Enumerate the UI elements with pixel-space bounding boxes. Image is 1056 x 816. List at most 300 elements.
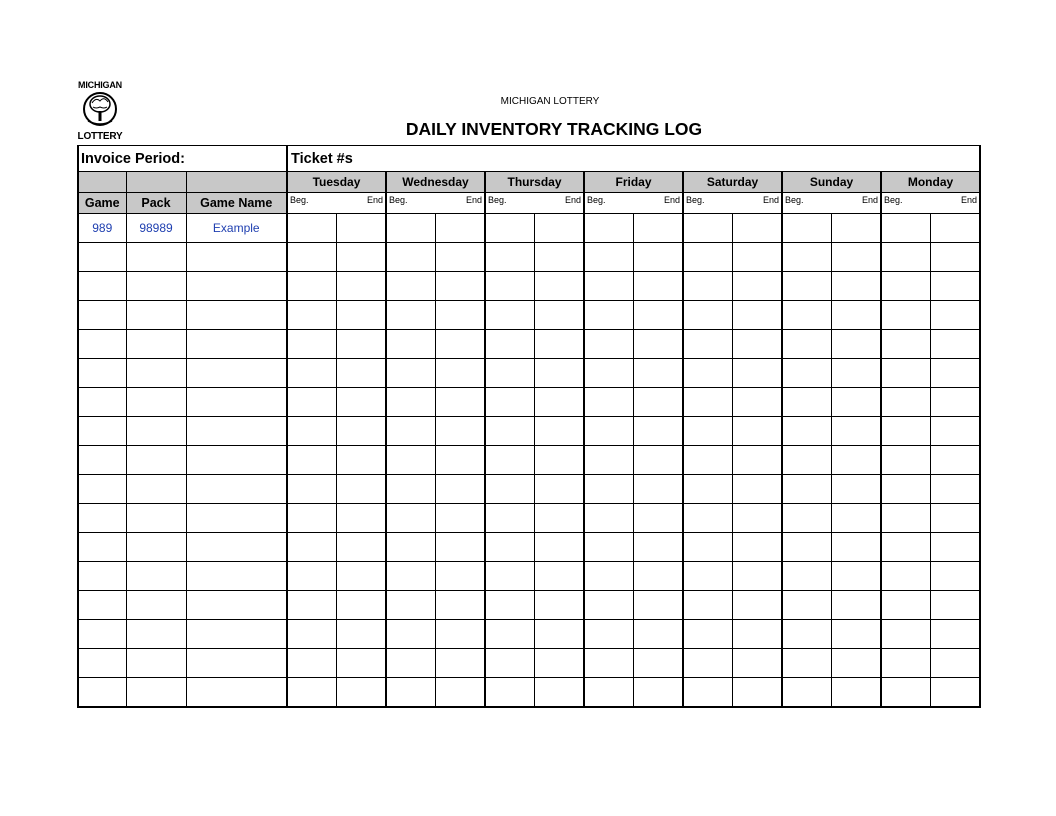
wednesday-end-cell[interactable] [435,620,485,649]
game-cell[interactable] [78,620,126,649]
game-name-cell[interactable] [186,446,287,475]
monday-beg-cell[interactable] [881,533,930,562]
saturday-end-cell[interactable] [732,620,782,649]
saturday-end-cell[interactable] [732,417,782,446]
thursday-end-cell[interactable] [534,504,584,533]
friday-beg-cell[interactable] [584,562,633,591]
tuesday-end-cell[interactable] [336,359,386,388]
saturday-end-cell[interactable] [732,330,782,359]
tuesday-beg-cell[interactable] [287,301,336,330]
sunday-beg-cell[interactable] [782,678,831,708]
thursday-beg-cell[interactable] [485,533,534,562]
monday-beg-cell[interactable] [881,678,930,708]
wednesday-end-cell[interactable] [435,475,485,504]
saturday-beg-cell[interactable] [683,446,732,475]
saturday-beg-cell[interactable] [683,214,732,243]
game-name-cell[interactable] [186,649,287,678]
friday-beg-cell[interactable] [584,620,633,649]
tuesday-end-cell[interactable] [336,591,386,620]
monday-beg-cell[interactable] [881,272,930,301]
monday-end-cell[interactable] [930,678,980,708]
saturday-beg-cell[interactable] [683,417,732,446]
pack-cell[interactable] [126,678,186,708]
sunday-beg-cell[interactable] [782,591,831,620]
monday-beg-cell[interactable] [881,214,930,243]
sunday-beg-cell[interactable] [782,359,831,388]
game-cell[interactable] [78,243,126,272]
tuesday-end-cell[interactable] [336,301,386,330]
thursday-end-cell[interactable] [534,591,584,620]
pack-cell[interactable] [126,243,186,272]
game-cell[interactable] [78,330,126,359]
monday-end-cell[interactable] [930,504,980,533]
tuesday-beg-cell[interactable] [287,214,336,243]
pack-cell[interactable] [126,330,186,359]
wednesday-beg-cell[interactable] [386,417,435,446]
wednesday-end-cell[interactable] [435,504,485,533]
sunday-end-cell[interactable] [831,214,881,243]
pack-cell[interactable] [126,620,186,649]
saturday-beg-cell[interactable] [683,359,732,388]
monday-beg-cell[interactable] [881,504,930,533]
sunday-beg-cell[interactable] [782,214,831,243]
saturday-end-cell[interactable] [732,214,782,243]
friday-beg-cell[interactable] [584,591,633,620]
wednesday-beg-cell[interactable] [386,272,435,301]
sunday-end-cell[interactable] [831,359,881,388]
thursday-end-cell[interactable] [534,330,584,359]
wednesday-end-cell[interactable] [435,591,485,620]
sunday-end-cell[interactable] [831,243,881,272]
thursday-beg-cell[interactable] [485,359,534,388]
saturday-end-cell[interactable] [732,475,782,504]
thursday-beg-cell[interactable] [485,649,534,678]
table-row [78,562,980,591]
page-title: DAILY INVENTORY TRACKING LOG [405,119,703,139]
friday-end-cell[interactable] [633,562,683,591]
thursday-end-cell[interactable] [534,301,584,330]
saturday-beg-cell[interactable] [683,678,732,708]
sunday-end-cell[interactable] [831,330,881,359]
tuesday-end-cell[interactable] [336,533,386,562]
wednesday-end-cell[interactable] [435,446,485,475]
sunday-beg-cell[interactable] [782,475,831,504]
monday-beg-cell[interactable] [881,620,930,649]
monday-end-cell[interactable] [930,359,980,388]
friday-end-cell[interactable] [633,475,683,504]
game-name-cell[interactable]: Example [186,214,287,243]
thursday-beg-cell[interactable] [485,417,534,446]
wednesday-end-cell[interactable] [435,562,485,591]
thursday-end-cell[interactable] [534,388,584,417]
monday-end-cell[interactable] [930,475,980,504]
friday-end-cell[interactable] [633,214,683,243]
wednesday-beg-cell[interactable] [386,649,435,678]
wednesday-end-cell[interactable] [435,649,485,678]
tuesday-beg-cell[interactable] [287,446,336,475]
thursday-beg-cell[interactable] [485,272,534,301]
tuesday-end-cell[interactable] [336,504,386,533]
tuesday-beg-cell[interactable] [287,591,336,620]
thursday-beg-cell[interactable] [485,330,534,359]
friday-beg-cell[interactable] [584,417,633,446]
pack-cell[interactable] [126,446,186,475]
saturday-end-cell[interactable] [732,272,782,301]
table-row [78,243,980,272]
thursday-beg-cell[interactable] [485,446,534,475]
friday-end-cell[interactable] [633,620,683,649]
tuesday-beg-cell[interactable] [287,330,336,359]
friday-beg-cell[interactable] [584,330,633,359]
saturday-beg-cell[interactable] [683,243,732,272]
monday-end-cell[interactable] [930,388,980,417]
game-name-cell[interactable] [186,359,287,388]
friday-end-cell[interactable] [633,272,683,301]
monday-end-cell[interactable] [930,620,980,649]
game-name-cell[interactable] [186,504,287,533]
game-name-cell[interactable] [186,678,287,708]
sunday-end-cell[interactable] [831,533,881,562]
friday-end-cell[interactable] [633,446,683,475]
tuesday-end-cell[interactable] [336,417,386,446]
pack-cell[interactable] [126,591,186,620]
thursday-beg-cell[interactable] [485,243,534,272]
wednesday-beg-cell[interactable] [386,591,435,620]
game-cell[interactable] [78,446,126,475]
wednesday-beg-cell[interactable] [386,620,435,649]
monday-beg-cell[interactable] [881,591,930,620]
monday-beg-cell[interactable] [881,446,930,475]
game-cell[interactable] [78,591,126,620]
sunday-beg-cell[interactable] [782,620,831,649]
wednesday-end-cell[interactable] [435,330,485,359]
sunday-end-cell[interactable] [831,446,881,475]
thursday-beg-cell[interactable] [485,504,534,533]
wednesday-beg-cell[interactable] [386,214,435,243]
sunday-end-cell[interactable] [831,562,881,591]
wednesday-beg-cell[interactable] [386,475,435,504]
thursday-beg-cell[interactable] [485,388,534,417]
friday-end-cell[interactable] [633,243,683,272]
tuesday-end-cell[interactable] [336,620,386,649]
friday-beg-cell[interactable] [584,533,633,562]
wednesday-end-cell[interactable] [435,214,485,243]
tuesday-end-cell[interactable] [336,388,386,417]
saturday-end-cell[interactable] [732,504,782,533]
sunday-beg-cell[interactable] [782,243,831,272]
wednesday-beg-cell[interactable] [386,330,435,359]
monday-end-cell[interactable] [930,272,980,301]
game-name-cell[interactable] [186,533,287,562]
saturday-beg-cell[interactable] [683,649,732,678]
saturday-end-cell[interactable] [732,446,782,475]
game-cell[interactable] [78,504,126,533]
sunday-beg-cell[interactable] [782,533,831,562]
thursday-beg-cell[interactable] [485,562,534,591]
saturday-end-cell[interactable] [732,388,782,417]
sunday-end-cell[interactable] [831,475,881,504]
tuesday-beg-cell[interactable] [287,620,336,649]
saturday-beg-cell[interactable] [683,620,732,649]
friday-beg-cell[interactable] [584,388,633,417]
friday-end-cell[interactable] [633,504,683,533]
game-name-cell[interactable] [186,272,287,301]
pack-cell[interactable] [126,359,186,388]
game-name-cell[interactable] [186,243,287,272]
tuesday-beg-cell[interactable] [287,388,336,417]
sunday-beg-cell[interactable] [782,446,831,475]
thursday-beg-cell[interactable] [485,620,534,649]
sunday-beg-cell[interactable] [782,504,831,533]
tuesday-beg-cell[interactable] [287,417,336,446]
sunday-beg-cell[interactable] [782,417,831,446]
monday-beg-cell[interactable] [881,417,930,446]
game-cell[interactable] [78,533,126,562]
game-cell[interactable] [78,475,126,504]
game-cell[interactable] [78,417,126,446]
monday-end-cell[interactable] [930,330,980,359]
friday-end-cell[interactable] [633,301,683,330]
saturday-end-cell[interactable] [732,649,782,678]
game-name-cell[interactable] [186,620,287,649]
pack-cell[interactable] [126,562,186,591]
end-label: End [564,195,581,205]
saturday-end-cell[interactable] [732,359,782,388]
tuesday-end-cell[interactable] [336,272,386,301]
thursday-beg-cell[interactable] [485,475,534,504]
thursday-end-cell[interactable] [534,678,584,708]
tuesday-end-cell[interactable] [336,330,386,359]
game-cell[interactable] [78,359,126,388]
monday-end-cell[interactable] [930,591,980,620]
wednesday-end-cell[interactable] [435,533,485,562]
sunday-beg-cell[interactable] [782,562,831,591]
thursday-end-cell[interactable] [534,475,584,504]
game-name-cell[interactable] [186,388,287,417]
saturday-end-cell[interactable] [732,678,782,708]
tuesday-beg-cell[interactable] [287,649,336,678]
sunday-end-cell[interactable] [831,388,881,417]
thursday-end-cell[interactable] [534,649,584,678]
blank-header-cell [78,172,126,193]
wednesday-beg-cell[interactable] [386,533,435,562]
monday-end-cell[interactable] [930,446,980,475]
monday-end-cell[interactable] [930,649,980,678]
saturday-end-cell[interactable] [732,243,782,272]
pack-cell[interactable] [126,533,186,562]
wednesday-end-cell[interactable] [435,678,485,708]
monday-beg-cell[interactable] [881,388,930,417]
thursday-beg-cell[interactable] [485,214,534,243]
game-cell[interactable] [78,388,126,417]
wednesday-beg-cell[interactable] [386,562,435,591]
end-label: End [663,195,680,205]
tuesday-beg-cell[interactable] [287,359,336,388]
tuesday-beg-cell[interactable] [287,475,336,504]
pack-cell[interactable] [126,475,186,504]
friday-end-cell[interactable] [633,591,683,620]
monday-beg-cell[interactable] [881,649,930,678]
thursday-end-cell[interactable] [534,214,584,243]
game-name-cell[interactable] [186,562,287,591]
monday-beg-cell[interactable] [881,562,930,591]
monday-beg-cell[interactable] [881,243,930,272]
friday-end-cell[interactable] [633,388,683,417]
pack-cell[interactable] [126,417,186,446]
thursday-end-cell[interactable] [534,272,584,301]
pack-cell[interactable] [126,272,186,301]
thursday-end-cell[interactable] [534,417,584,446]
sunday-end-cell[interactable] [831,417,881,446]
wednesday-beg-cell[interactable] [386,359,435,388]
thursday-end-cell[interactable] [534,620,584,649]
saturday-beg-cell[interactable] [683,330,732,359]
tuesday-beg-cell[interactable] [287,504,336,533]
thursday-end-cell[interactable] [534,243,584,272]
friday-beg-cell[interactable] [584,243,633,272]
friday-end-cell[interactable] [633,330,683,359]
game-name-cell[interactable] [186,475,287,504]
friday-end-cell[interactable] [633,533,683,562]
monday-end-cell[interactable] [930,533,980,562]
saturday-end-cell[interactable] [732,591,782,620]
sunday-end-cell[interactable] [831,504,881,533]
friday-beg-cell[interactable] [584,272,633,301]
friday-beg-cell[interactable] [584,301,633,330]
friday-beg-cell[interactable] [584,649,633,678]
friday-beg-cell[interactable] [584,359,633,388]
saturday-beg-cell[interactable] [683,301,732,330]
saturday-beg-cell[interactable] [683,504,732,533]
tuesday-beg-cell[interactable] [287,678,336,708]
friday-end-cell[interactable] [633,417,683,446]
thursday-beg-cell[interactable] [485,301,534,330]
tuesday-end-cell[interactable] [336,243,386,272]
pack-cell[interactable] [126,301,186,330]
tuesday-end-cell[interactable] [336,446,386,475]
tuesday-beg-cell[interactable] [287,533,336,562]
wednesday-end-cell[interactable] [435,243,485,272]
monday-beg-cell[interactable] [881,330,930,359]
sunday-end-cell[interactable] [831,272,881,301]
sunday-end-cell[interactable] [831,649,881,678]
pack-cell[interactable] [126,504,186,533]
sunday-beg-cell[interactable] [782,272,831,301]
tree-icon [80,89,120,131]
tuesday-end-cell[interactable] [336,562,386,591]
game-name-cell[interactable] [186,330,287,359]
sunday-beg-cell[interactable] [782,649,831,678]
tuesday-beg-cell[interactable] [287,243,336,272]
thursday-beg-cell[interactable] [485,591,534,620]
friday-end-cell[interactable] [633,359,683,388]
table-row [78,591,980,620]
thursday-end-cell[interactable] [534,359,584,388]
pack-cell[interactable] [126,388,186,417]
tuesday-beg-cell[interactable] [287,272,336,301]
game-cell[interactable] [78,649,126,678]
friday-beg-cell[interactable] [584,678,633,708]
sunday-end-cell[interactable] [831,301,881,330]
monday-end-cell[interactable] [930,214,980,243]
day-header-wednesday: Wednesday [386,172,485,193]
wednesday-end-cell[interactable] [435,359,485,388]
saturday-end-cell[interactable] [732,562,782,591]
sunday-end-cell[interactable] [831,678,881,708]
monday-end-cell[interactable] [930,417,980,446]
saturday-beg-cell[interactable] [683,475,732,504]
game-cell[interactable] [78,301,126,330]
friday-beg-cell[interactable] [584,475,633,504]
wednesday-end-cell[interactable] [435,301,485,330]
tuesday-end-cell[interactable] [336,475,386,504]
tuesday-beg-cell[interactable] [287,562,336,591]
saturday-beg-cell[interactable] [683,562,732,591]
game-cell[interactable] [78,678,126,708]
saturday-beg-cell[interactable] [683,591,732,620]
end-label: End [861,195,878,205]
wednesday-beg-cell[interactable] [386,301,435,330]
saturday-beg-cell[interactable] [683,533,732,562]
tuesday-end-cell[interactable] [336,649,386,678]
pack-cell[interactable]: 98989 [126,214,186,243]
game-name-cell[interactable] [186,301,287,330]
tuesday-end-cell[interactable] [336,214,386,243]
thursday-end-cell[interactable] [534,533,584,562]
wednesday-end-cell[interactable] [435,388,485,417]
sunday-end-cell[interactable] [831,620,881,649]
friday-beg-cell[interactable] [584,446,633,475]
game-name-cell[interactable] [186,591,287,620]
wednesday-beg-cell[interactable] [386,243,435,272]
monday-end-cell[interactable] [930,562,980,591]
game-cell[interactable] [78,562,126,591]
monday-end-cell[interactable] [930,301,980,330]
wednesday-beg-cell[interactable] [386,388,435,417]
wednesday-end-cell[interactable] [435,417,485,446]
wednesday-end-cell[interactable] [435,272,485,301]
monday-beg-cell[interactable] [881,475,930,504]
wednesday-beg-cell[interactable] [386,504,435,533]
saturday-end-cell[interactable] [732,301,782,330]
saturday-beg-cell[interactable] [683,388,732,417]
sunday-beg-cell[interactable] [782,388,831,417]
thursday-end-cell[interactable] [534,562,584,591]
pack-cell[interactable] [126,649,186,678]
game-name-cell[interactable] [186,417,287,446]
friday-end-cell[interactable] [633,678,683,708]
friday-end-cell[interactable] [633,649,683,678]
beg-end-header-sunday [782,193,881,214]
sunday-beg-cell[interactable] [782,330,831,359]
saturday-beg-cell[interactable] [683,272,732,301]
thursday-beg-cell[interactable] [485,678,534,708]
tuesday-end-cell[interactable] [336,678,386,708]
game-cell[interactable] [78,272,126,301]
monday-beg-cell[interactable] [881,359,930,388]
monday-beg-cell[interactable] [881,301,930,330]
sunday-end-cell[interactable] [831,591,881,620]
friday-beg-cell[interactable] [584,504,633,533]
wednesday-beg-cell[interactable] [386,446,435,475]
friday-beg-cell[interactable] [584,214,633,243]
wednesday-beg-cell[interactable] [386,678,435,708]
sunday-beg-cell[interactable] [782,301,831,330]
game-cell[interactable]: 989 [78,214,126,243]
saturday-end-cell[interactable] [732,533,782,562]
monday-end-cell[interactable] [930,243,980,272]
thursday-end-cell[interactable] [534,446,584,475]
